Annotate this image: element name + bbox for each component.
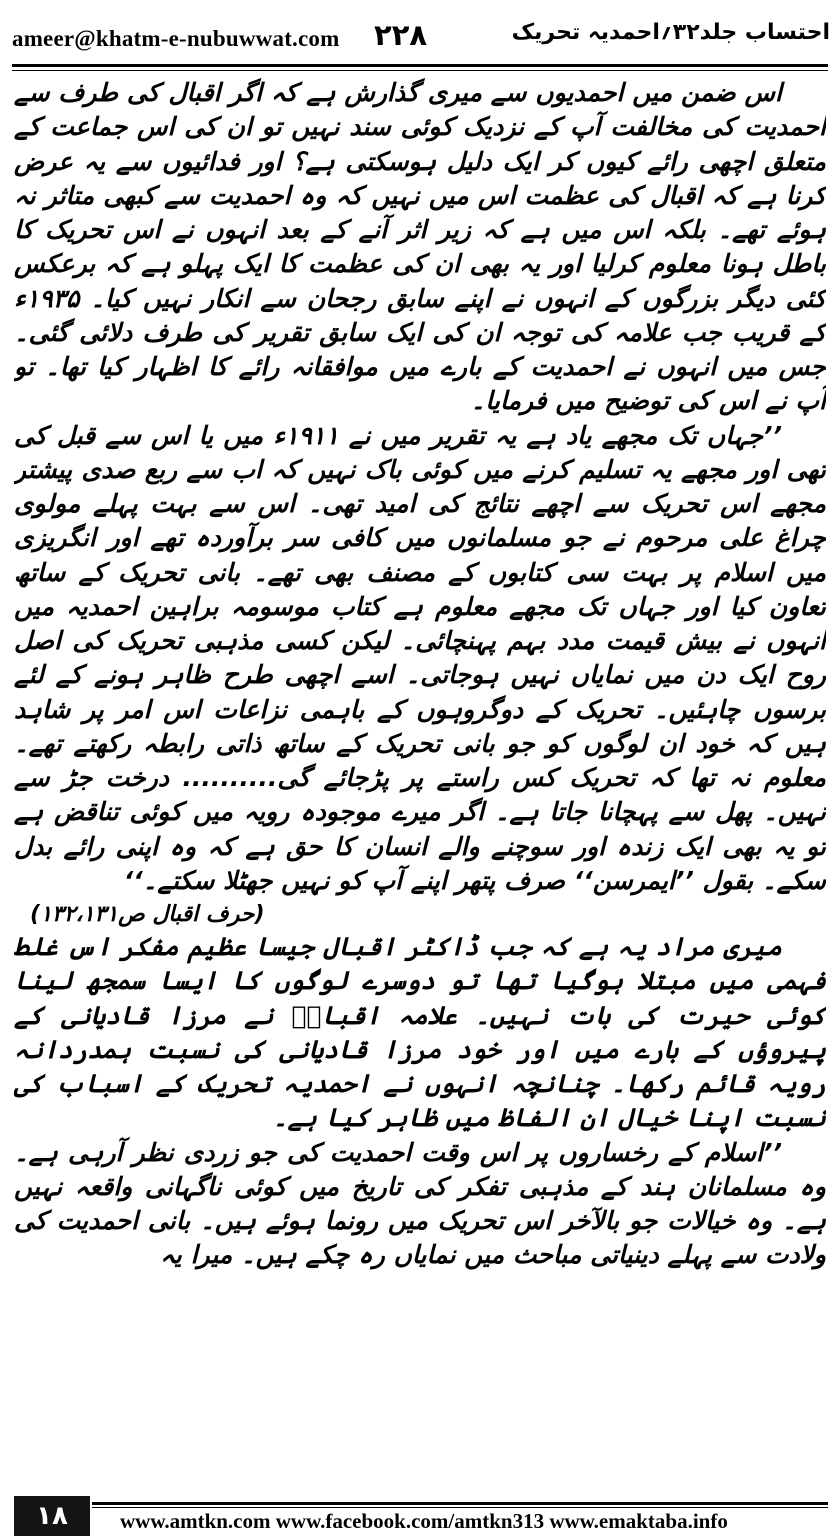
running-title: احتساب جلد۳۲؍احمدیہ تحریک: [511, 20, 830, 45]
page-body: [14, 76, 826, 1488]
citation: (حرف اقبال ص۱۳۲،۱۳۱): [30, 902, 265, 927]
header-rule-thin: [12, 70, 828, 71]
quote-paragraph-2: ’’اسلام کے رخساروں پر اس وقت احمدیت کی جو زردی نظر آرہی ہے۔ وہ مسلمانان ہند کے مذہبی تفکر کی تاریخ میں کوئی ناگہانی واقعہ نہیں ہے۔ وہ خیالات جو بالآخر اس تحریک میں رونما ہوئے ہیں۔ بانی احمدیت کی ولادت سے پہلے دینیاتی مباحث میں نمایاں رہ چکے ہیں۔ میرا یہ: [14, 1137, 826, 1270]
header-rule-thick: [12, 64, 828, 67]
footer-rule-thin: [92, 1507, 828, 1508]
header-email[interactable]: ameer@khatm-e-nubuwwat.com: [12, 26, 340, 51]
quote-paragraph-1: ’’جہاں تک مجھے یاد ہے یہ تقریر میں نے ۱۹۱۱ء میں یا اس سے قبل کی تھی اور مجھے یہ تسلیم کرنے میں کوئی باک نہیں کہ اب سے ربع صدی پیشتر مجھے اس تحریک سے اچھے نتائج کی امید تھی۔ اس سے بہت پہلے مولوی چراغ علی مرحوم نے جو مسلمانوں میں کافی سر برآوردہ تھے اور انگریزی میں اسلام پر بہت سی کتابوں کے مصنف بھی تھے۔ بانی تحریک کے ساتھ تعاون کیا اور جہاں تک مجھے معلوم ہے کتاب موسومہ براہین احمدیہ میں انہوں نے بیش قیمت مدد بہم پہنچائی۔ لیکن کسی مذہبی تحریک کی اصل روح ایک دن میں نمایاں نہیں ہوجاتی۔ اسے اچھی طرح ظاہر ہونے کے لئے برسوں چاہئیں۔ تحریک کے دوگروہوں کے باہمی نزاعات اس امر پر شاہد ہیں کہ خود ان لوگوں کو جو بانی تحریک کے ساتھ ذاتی رابطہ رکھتے تھے۔ معلوم نہ تھا کہ تحریک کس راستے پر پڑجائے گی.......... درخت جڑ سے نہیں۔ پھل سے پہچانا جاتا ہے۔ اگر میرے موجودہ رویہ میں کوئی تناقض ہے تو یہ بھی ایک زندہ اور سوچنے والے انسان کا حق ہے کہ وہ اپنی رائے بدل سکے۔ بقول ’’ایمرسن‘‘ صرف پتھر اپنے آپ کو نہیں جھٹلا سکتے۔‘‘: [14, 420, 826, 895]
footer-rule-thick: [92, 1502, 828, 1505]
page-header: [6, 14, 834, 64]
footer-urls[interactable]: www.amtkn.com www.facebook.com/amtkn313 www.emaktaba.info: [120, 1509, 728, 1533]
page-number: ۲۲۸: [374, 18, 428, 52]
paragraph-2: میری مراد یہ ہے کہ جب ڈاکٹر اقبال جیسا عظیم مفکر اس غلط فہمی میں مبتلا ہوگیا تھا تو دوسرے لوگوں کا ایسا سمجھ لینا کوئی حیرت کی بات نہیں۔ علامہ اقبالؒ نے مرزا قادیانی کے پیروؤں کے بارے میں اور خود مرزا قادیانی کی نسبت ہمدردانہ رویہ قائم رکھا۔ چنانچہ انہوں نے احمدیہ تحریک کے اسباب کی نسبت اپنا خیال ان الفاظ میں ظاہر کیا ہے۔: [14, 932, 826, 1133]
paragraph-1: اس ضمن میں احمدیوں سے میری گذارش ہے کہ اگر اقبال کی طرف سے احمدیت کی مخالفت آپ کے نزدیک کوئی سند نہیں تو ان کی اس جماعت کے متعلق اچھی رائے کیوں کر ایک دلیل ہوسکتی ہے؟ اور فدائیوں سے یہ عرض کرنا ہے کہ اقبال کی عظمت اس میں نہیں کہ وہ احمدیت سے کبھی متاثر نہ ہوئے تھے۔ بلکہ اس میں ہے کہ زیر اثر آنے کے بعد انہوں نے اس تحریک کا باطل ہونا معلوم کرلیا اور یہ بھی ان کی عظمت کا ایک پہلو ہے کہ برعکس کئی دیگر بزرگوں کے انہوں نے اپنے سابق رجحان سے انکار نہیں کیا۔ ۱۹۳۵ء کے قریب جب علامہ کی توجہ ان کی ایک سابق تقریر کی طرف دلائی گئی۔ جس میں انہوں نے احمدیت کے بارے میں موافقانہ رائے کا اظہار کیا تھا۔ تو آپ نے اس کی توضیح میں فرمایا۔: [14, 78, 826, 416]
footer-page-label: ۱۸: [14, 1496, 90, 1536]
page-footer: [0, 1496, 840, 1540]
